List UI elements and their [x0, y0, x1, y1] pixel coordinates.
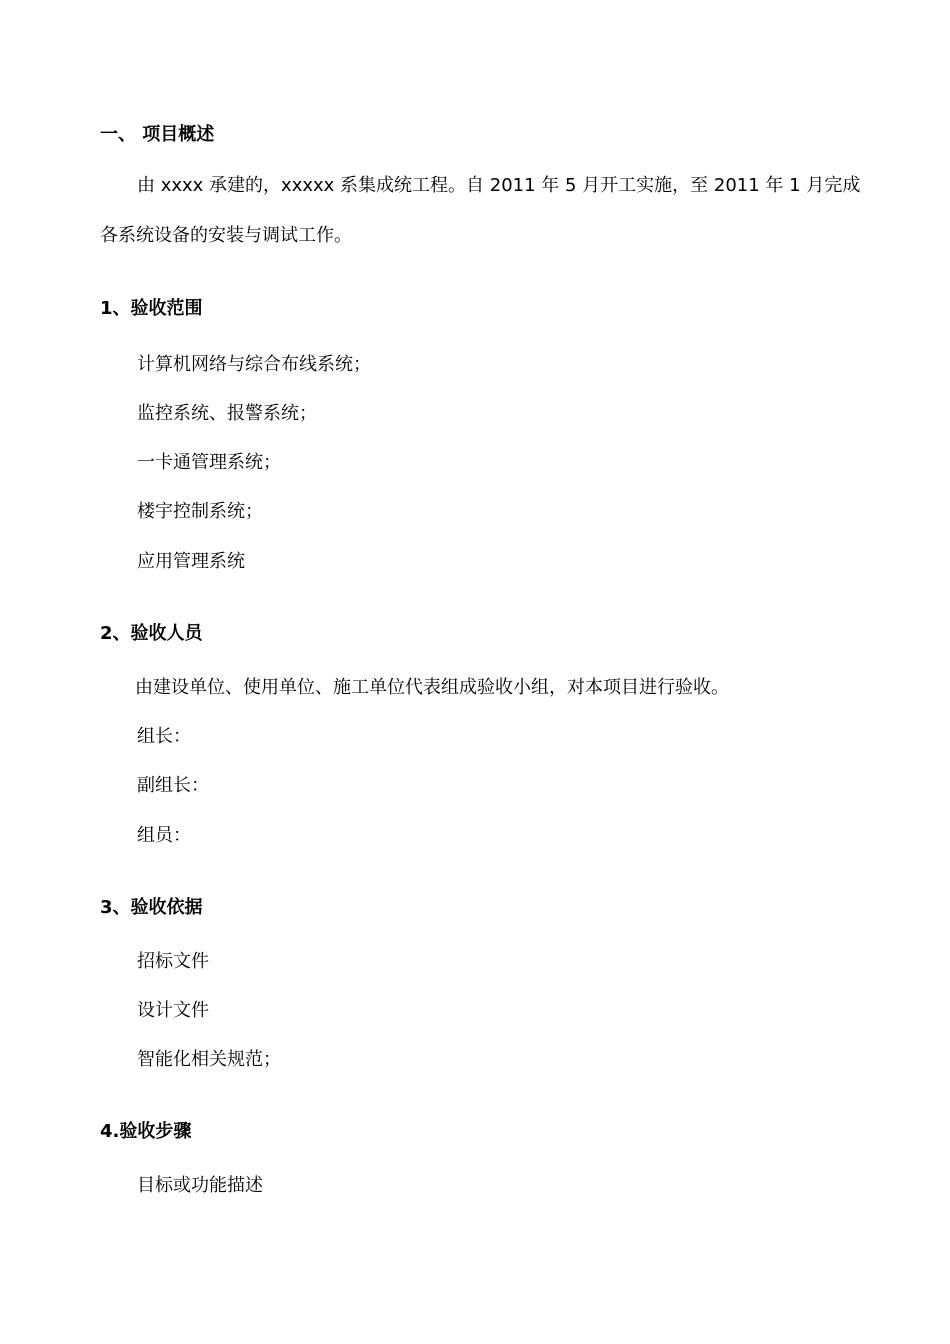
section-heading-personnel: 2、验收人员	[100, 623, 203, 644]
steps-item: 目标或功能描述	[137, 1175, 263, 1196]
basis-item: 设计文件	[137, 1000, 209, 1021]
basis-item: 招标文件	[137, 951, 209, 972]
basis-item: 智能化相关规范；	[137, 1049, 281, 1070]
scope-item: 计算机网络与综合布线系统；	[137, 354, 371, 375]
overview-paragraph-line-2: 各系统设备的安装与调试工作。	[100, 225, 352, 246]
section-heading-basis: 3、验收依据	[100, 897, 203, 918]
scope-item: 楼宇控制系统；	[137, 501, 263, 522]
scope-item: 一卡通管理系统；	[137, 452, 281, 473]
personnel-role: 副组长：	[137, 775, 209, 796]
scope-item: 应用管理系统	[137, 551, 245, 572]
scope-item: 监控系统、报警系统；	[137, 403, 317, 424]
section-heading-steps: 4.验收步骤	[100, 1121, 192, 1142]
overview-paragraph-line-1: 由 xxxx 承建的，xxxxx 系集成统工程。自 2011 年 5 月开工实施，至 2011 年 1 月完成	[137, 175, 861, 196]
personnel-role: 组长：	[137, 726, 191, 747]
personnel-role: 组员：	[137, 825, 191, 846]
section-heading-overview: 一、 项目概述	[100, 124, 215, 145]
personnel-intro: 由建设单位、使用单位、施工单位代表组成验收小组，对本项目进行验收。	[135, 677, 729, 698]
section-heading-scope: 1、验收范围	[100, 298, 203, 319]
